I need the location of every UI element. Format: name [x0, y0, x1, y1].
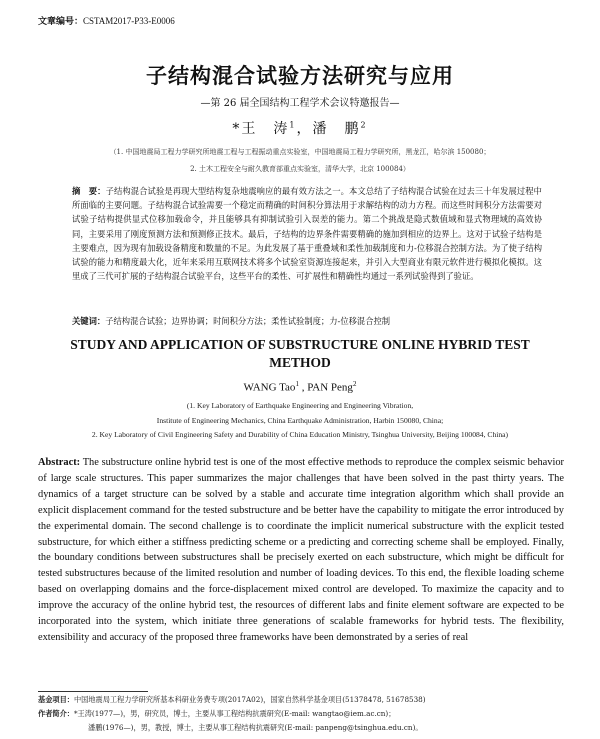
chinese-keywords-text: 子结构混合试验；边界协调；时间积分方法；柔性试验制度；力-位移混合控制 — [105, 316, 391, 326]
article-number — [38, 14, 175, 27]
footnote-author-label: 作者简介： — [38, 709, 74, 718]
chinese-subtitle: —第 26 届全国结构工程学术会议特邀报告— — [200, 98, 400, 109]
english-abstract-label: Abstract: — [38, 457, 81, 468]
author2-en-sup: 2 — [352, 380, 357, 388]
chinese-authors — [0, 118, 600, 138]
footnote-author1 — [38, 709, 578, 719]
author-separator-cn: ， — [296, 121, 313, 137]
chinese-abstract — [72, 184, 542, 283]
author1-cn: *王 涛 — [232, 121, 290, 137]
author2-cn: 潘 鹏 — [312, 121, 361, 137]
footnote-fund-text: 中国地震局工程力学研究所基本科研业务费专项(2017A02)，国家自然科学基金项目(51378478, 51678538) — [73, 695, 426, 704]
chinese-title: 子结构混合试验方法研究与应用 — [146, 64, 454, 88]
author1-en-sup: 1 — [295, 380, 299, 388]
english-affiliation-1a: (1. Key Laboratory of Earthquake Engineering and Engineering Vibration, — [186, 401, 414, 410]
chinese-abstract-label: 摘 要： — [72, 186, 106, 196]
footnote-divider — [38, 691, 148, 692]
english-abstract-text: The substructure online hybrid test is one of the most effective methods to reproduce the complex seismic behavior of large scale structures. This paper summarizes the major challenges that have been solved in the past thirty years. The dynamics of a target structure can be solved by a stable and accurate time integration algorithm which shall provide an explicit displacement command for the tested substructure and be better have the capability to mitigate the error introduced by the experimental domain. The second challenge is to coordinate the implicit numerical substructure with the explicit tested substructure, for which either a stiffness predicting scheme or a predicting and correcting scheme shall be employed. Finally, the boundary conditions between substructures shall be precisely exerted on each substructure, which might be difficult for tested substructures because of the limited resolution and number of loading devices. To this end, the flexible loading scheme based on overlapping domains and the force-displacement mixed control are developed. To maximize the capacity and to improve the accuracy of the online hybrid test, the resources of different labs and finite element software are expected to be incorporated into the system, which initiate three generations of scalable frameworks for hybrid tests. The flexibility, extensibility and accuracy of the proposed three frameworks have been demonstrated by a series of real — [38, 457, 564, 643]
chinese-keywords — [72, 314, 542, 328]
chinese-keywords-label: 关键词： — [72, 316, 106, 326]
english-affiliation-2: 2. Key Laboratory of Civil Engineering Safety and Durability of China Education Ministry, Tsinghua University, Beijing 100084, China) — [91, 430, 509, 439]
english-abstract — [38, 455, 564, 646]
english-authors — [0, 380, 600, 394]
chinese-affiliation-1: （1. 中国地震局工程力学研究所地震工程与工程振动重点实验室，中国地震局工程力学研究所，黑龙江，哈尔滨 150080； — [109, 148, 491, 156]
footnote-fund — [38, 695, 578, 705]
author2-en: PAN Peng — [307, 381, 353, 394]
author1-en: WANG Tao — [243, 381, 296, 394]
article-number-value: CSTAM2017-P33-E0006 — [83, 16, 175, 26]
footnote-author2: 潘鹏(1976—)，男，教授，博士，主要从事工程结构抗震研究(E-mail: panpeng@tsinghua.edu.cn)。 — [88, 723, 423, 732]
footnote-author1-text: *王涛(1977—)，男，研究员，博士，主要从事工程结构抗震研究(E-mail: wangtao@iem.ac.cn)； — [73, 709, 396, 718]
author-separator-en: , — [298, 381, 308, 394]
article-number-label: 文章编号： — [38, 17, 84, 27]
english-title: STUDY AND APPLICATION OF SUBSTRUCTURE ONLINE HYBRID TEST METHOD — [70, 337, 530, 370]
chinese-affiliation-2: 2. 土木工程安全与耐久教育部重点实验室，清华大学，北京 100084） — [190, 165, 410, 173]
english-affiliation-1b: Institute of Engineering Mechanics, China Earthquake Administration, Harbin 150080, China; — [156, 416, 444, 425]
author1-cn-sup: 1 — [289, 120, 297, 130]
footnote-fund-label: 基金项目： — [38, 695, 74, 704]
author2-cn-sup: 2 — [360, 120, 368, 130]
chinese-abstract-text: 子结构混合试验是再现大型结构复杂地震响应的最有效方法之一。本文总结了子结构混合试验在过去三十年发展过程中所面临的主要问题。子结构混合试验需要一个稳定而精确的时间积分算法用于求解结构的动力方程。而这些时间积分方法需要对试验子结构提供显式位移加载命令，并且能够具有抑制试验引入误差的能力。第二个挑战是隐式数值域和显式物理域的高效协同，主要采用了刚度预测方法和预测修正技术。最后，子结构的边界条件需要精确的施加到相应的边界上。这对于试验子结构是主要难点，因为现有加载设备精度和数量的不足。为此发展了基于重叠域和柔性加载制度和力-位移混合控制方法。为了使子结构试验的能力和精度最大化，近年来采用互联网技术将多个试验室资源连接起来，并引入大型商业有限元软件进行模拟化模拟。这里成了三代可扩展的子结构混合试验平台，这些平台的柔性、可扩展性和精确性均通过一系列试验得到了验证。 — [72, 186, 542, 282]
